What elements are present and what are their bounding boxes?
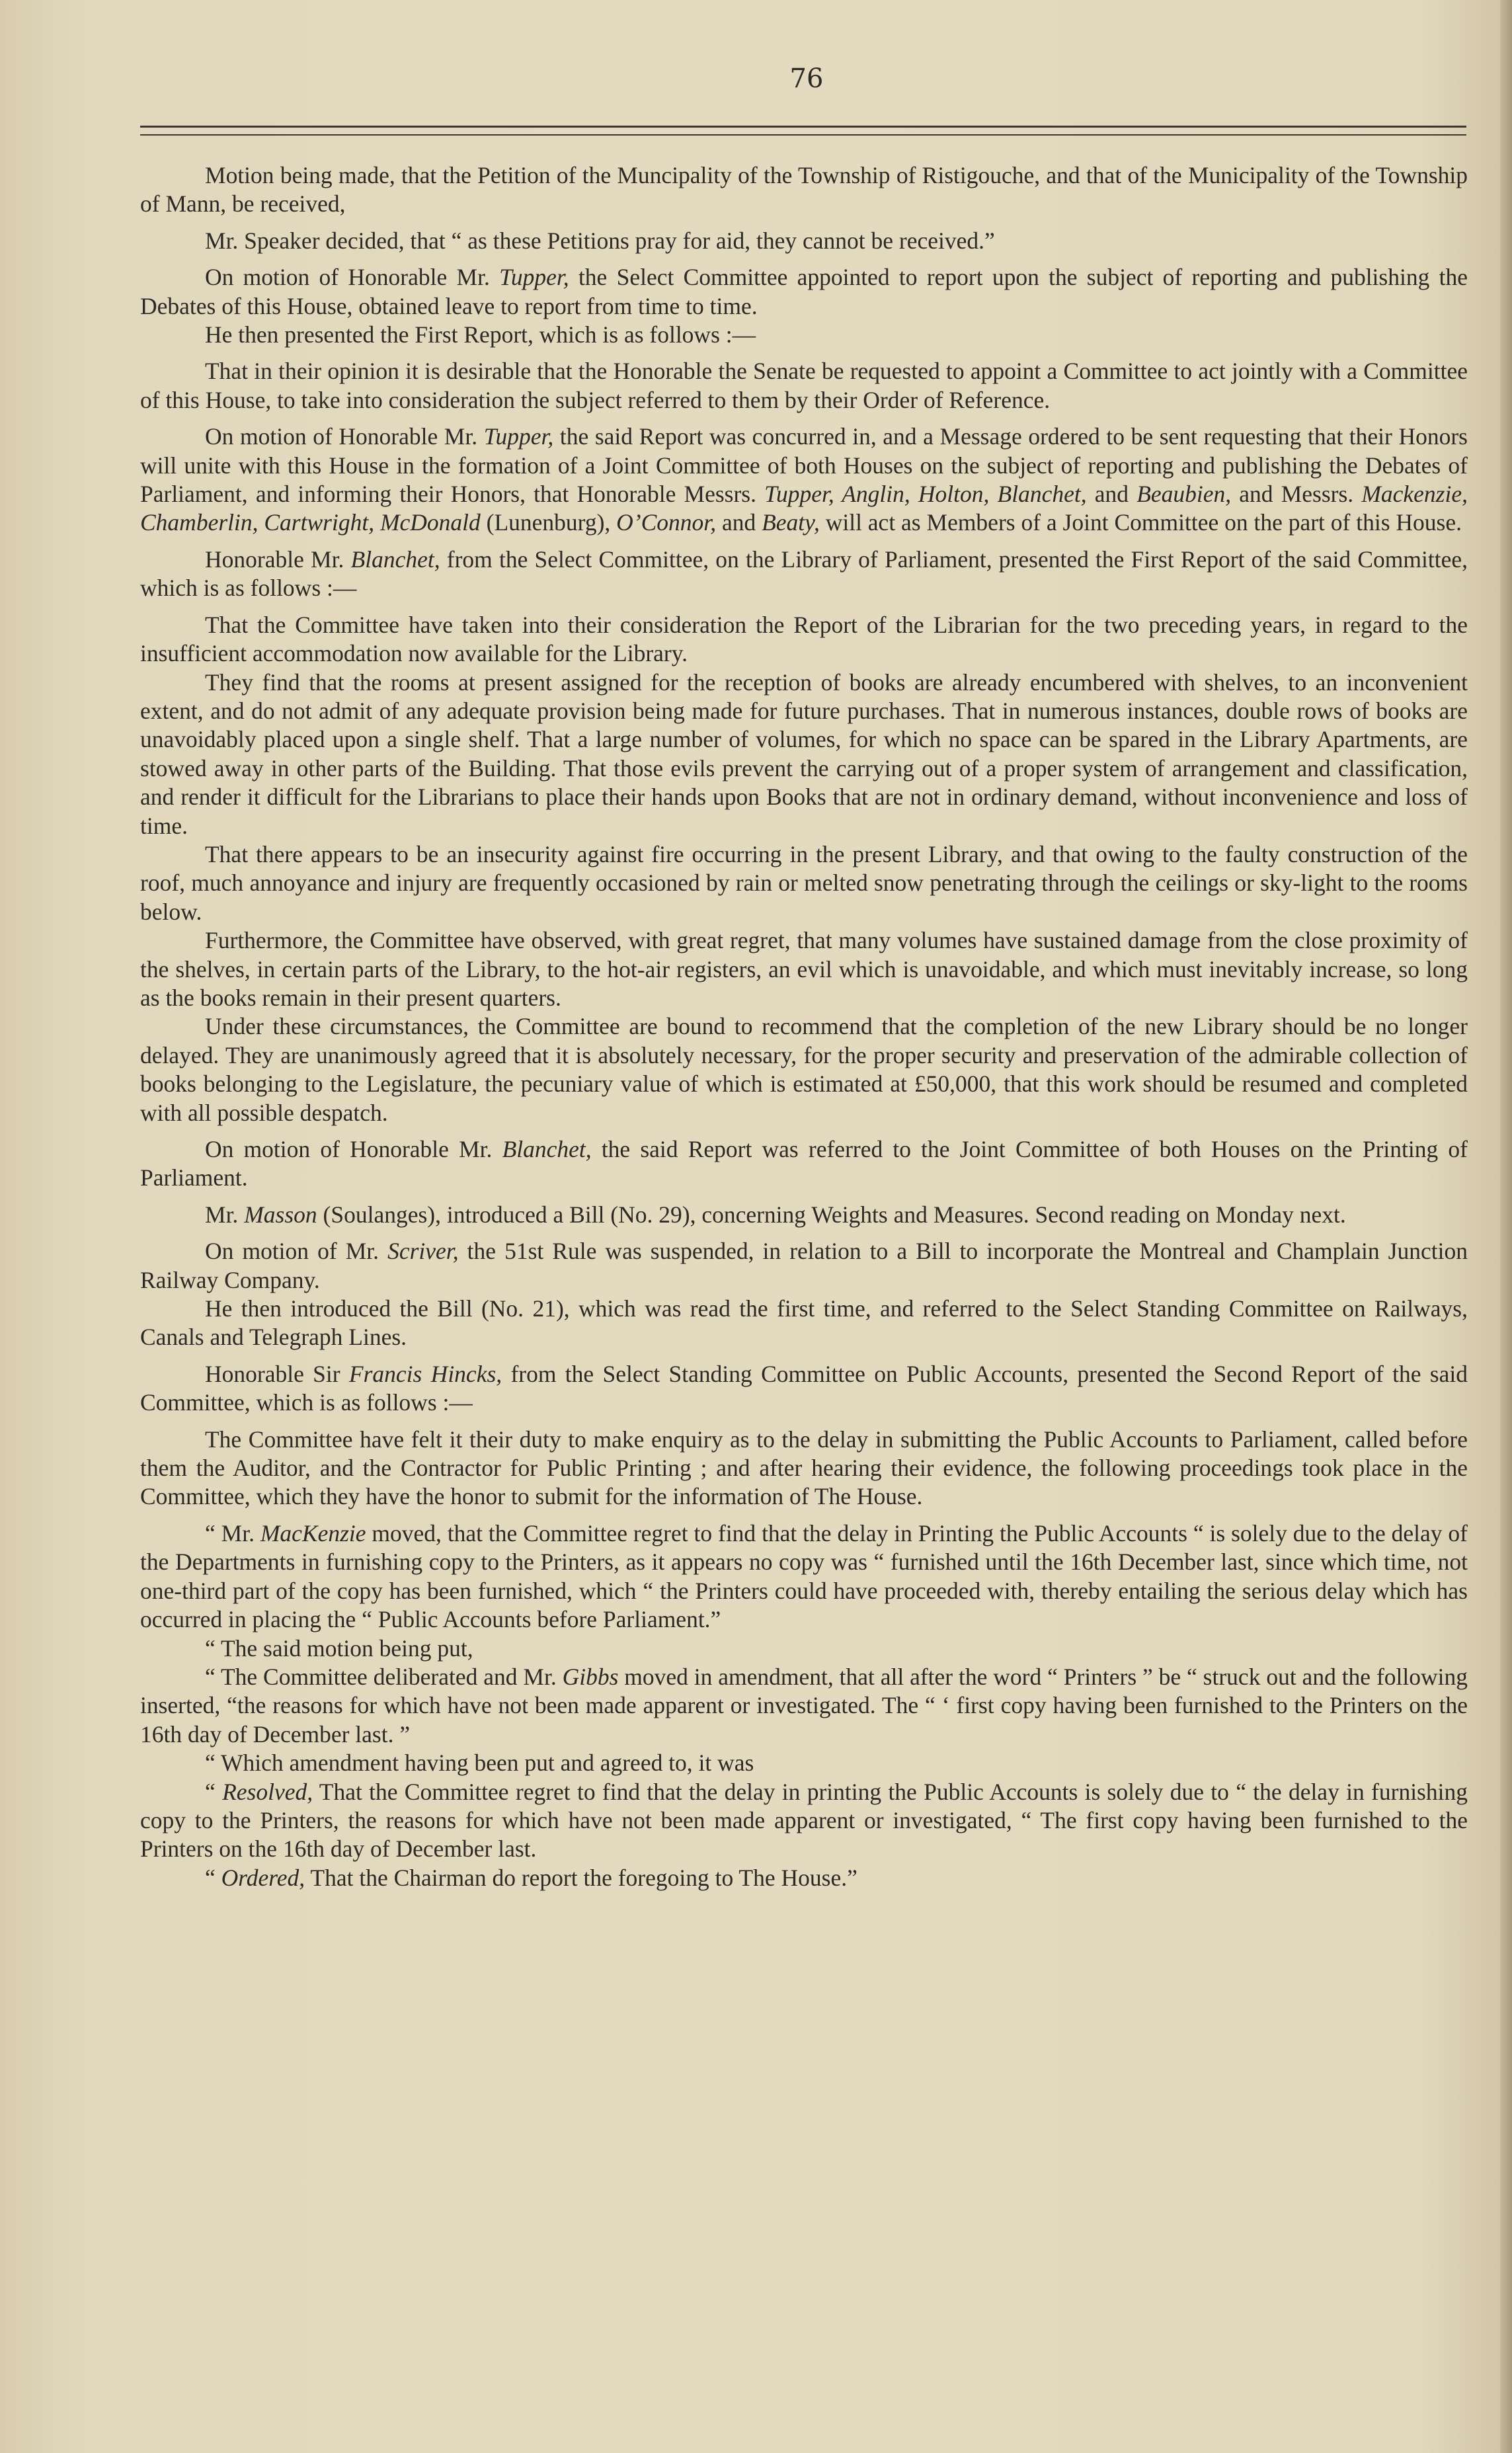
paragraph [140, 422, 1468, 538]
italic-name: Masson [244, 1201, 317, 1228]
text-run: (Soulanges), introduced a Bill (No. 29), concerning Weights and Measures. Second reading on Monday next. [317, 1201, 1346, 1228]
text-run: Honorable Mr. [205, 545, 351, 573]
italic-name: Mackenzie, Chamberlin, Cartwright, McDonald [140, 481, 1468, 536]
text-run: from the Select Standing Committee on Public Accounts, presented the Second Report of the said Committee, which is as follows :— [140, 1360, 1468, 1416]
paragraph: He then presented the First Report, which is as follows :— [205, 321, 756, 348]
italic-name: Tupper, [499, 264, 569, 291]
text-run: “ [205, 1864, 221, 1891]
paragraph: He then introduced the Bill (No. 21), which was read the first time, and referred to the Select Standing Committee on Railways, Canals and Telegraph Lines. [140, 1295, 1468, 1351]
page-number: 76 [789, 63, 824, 94]
italic-name: Tupper, Anglin, Holton, Blanchet, [764, 481, 1087, 508]
italic-name: Beaubien, [1136, 481, 1232, 508]
paragraph [140, 1201, 1468, 1229]
text-run: On motion of Honorable Mr. [205, 423, 484, 450]
italic-name: O’Connor, [616, 509, 717, 536]
paragraph: Mr. Speaker decided, that “ as these Petitions pray for aid, they cannot be received.” [205, 227, 995, 254]
text-run: and [1086, 481, 1137, 508]
italic-name: MacKenzie [260, 1519, 366, 1547]
italic-name: Blanchet, [502, 1136, 592, 1162]
text-run: from the Select Committee, on the Library of Parliament, presented the First Report of the said Committee, which is as follows :— [140, 545, 1468, 602]
text-run: the 51st Rule was suspended, in relation to a Bill to incorporate the Montreal and Champlain Junction Railway Company. [140, 1238, 1468, 1293]
page-edge [1500, 0, 1512, 2453]
text-run: “ Mr. [205, 1519, 260, 1547]
italic-name: Scriver, [387, 1238, 459, 1265]
paragraph [140, 1519, 1468, 1634]
text-run: Honorable Sir [205, 1360, 349, 1387]
journal-text [140, 161, 1468, 1892]
text-run: moved in amendment, that all after the word “ Printers ” be “ struck out and the following inserted, “the reasons for which have not been made apparent or investigated. The “ ‘ first copy having been furnished to the Printers on the 16th day of December last. ” [140, 1663, 1468, 1748]
italic-name: Francis Hincks, [348, 1360, 502, 1387]
paragraph [140, 1360, 1468, 1418]
paragraph: Under these circumstances, the Committee are bound to recommend that the completion of the new Library should be no longer delayed. They are unanimously agreed that it is absolutely necessary, for the proper security and preservation of the admirable collection of books belonging to the Legislature, the pecuniary value of which is estimated at £50,000, that this work should be resumed and completed with all possible despatch. [140, 1013, 1468, 1126]
text-run: “ [205, 1778, 223, 1805]
text-run: the Select Committee appointed to report upon the subject of reporting and publishing the Debates of this House, obtained leave to report from time to time. [140, 264, 1468, 319]
paragraph: That the Committee have taken into their consideration the Report of the Librarian for the two preceding years, in regard to the insufficient accommodation now available for the Library. [140, 611, 1468, 667]
text-run: On motion of Mr. [205, 1238, 388, 1265]
paragraph: Motion being made, that the Petition of the Muncipality of the Township of Ristigouche, and that of the Municipality of the Township of Mann, be received, [140, 162, 1468, 218]
paragraph: They find that the rooms at present assigned for the reception of books are already encumbered with shelves, to an inconvenient extent, and do not admit of any adequate provision being made for future purchases. That in numerous instances, double rows of books are unavoidably placed upon a single shelf. That a large number of volumes, for which no space can be spared in the Library Apartments, are stowed away in other parts of the Building. That those evils prevent the carrying out of a proper system of arrangement and classification, and render it difficult for the Librarians to place their hands upon Books that are not in ordinary demand, without inconvenience and loss of time. [140, 668, 1468, 839]
italic-name: Gibbs [562, 1663, 619, 1690]
text-run: Mr. [205, 1201, 245, 1228]
italic-name: Resolved, [222, 1778, 313, 1805]
paragraph [140, 1864, 1468, 1892]
paragraph: Furthermore, the Committee have observed, with great regret, that many volumes have sustained damage from the close proximity of the shelves, in certain parts of the Library, to the hot-air registers, an evil which is unavoidable, and which must inevitably increase, so long as the books remain in their present quarters. [140, 927, 1468, 1011]
paragraph: That in their opinion it is desirable that the Honorable the Senate be requested to appoint a Committee to act jointly with a Committee of this House, to take into consideration the subject referred to them by their Order of Reference. [140, 358, 1468, 413]
paragraph: “ Which amendment having been put and agreed to, it was [205, 1749, 754, 1777]
paragraph [140, 263, 1468, 321]
text-run: will act as Members of a Joint Committee on the part of this House. [819, 509, 1462, 536]
text-run: the said Report was referred to the Joint Committee of both Houses on the Printing of Parliament. [140, 1136, 1468, 1191]
text-run: (Lunenburg), [480, 509, 617, 536]
italic-name: Blanchet, [350, 545, 440, 573]
text-run: On motion of Honorable Mr. [205, 1136, 502, 1162]
italic-name: Tupper, [483, 423, 554, 450]
paragraph [140, 1135, 1468, 1193]
text-run: and Messrs. [1231, 481, 1362, 508]
paragraph [140, 1663, 1468, 1749]
italic-name: Beaty, [762, 509, 820, 536]
text-run: That the Committee regret to find that the delay in printing the Public Accounts is solely due to “ the delay in furnishing copy to the Printers, the reasons for which have not been made apparent or investigated, “ The first copy having been furnished to the Printers on the 16th day of December last. [140, 1778, 1468, 1863]
header-rule [140, 126, 1466, 128]
paragraph [140, 545, 1468, 603]
text-run: and [716, 509, 762, 536]
paragraph [140, 1237, 1468, 1295]
paragraph: “ The said motion being put, [205, 1634, 473, 1662]
text-run: the said Report was concurred in, and a Message ordered to be sent requesting that their Honors will unite with this House in the formation of a Joint Committee of both Houses on the subject of reporting and publishing the Debates of Parliament, and informing their Honors, that Honorable Messrs. [140, 423, 1468, 508]
paragraph: That there appears to be an insecurity against fire occurring in the present Library, and that owing to the faulty construction of the roof, much annoyance and injury are frequently occasioned by rain or melted snow penetrating through the ceilings or sky-light to the rooms below. [140, 840, 1468, 925]
paragraph [140, 1778, 1468, 1864]
paragraph: The Committee have felt it their duty to make enquiry as to the delay in submitting the Public Accounts to Parliament, called before them the Auditor, and the Contractor for Public Printing ; and after hearing their evidence, the following proceedings took place in the Committee, which they have the honor to submit for the information of The House. [140, 1426, 1468, 1510]
text-run: That the Chairman do report the foregoing to The House.” [305, 1864, 857, 1891]
text-run: “ The Committee deliberated and Mr. [205, 1663, 563, 1690]
header-rule-thin [140, 134, 1466, 136]
text-run: moved, that the Committee regret to find that the delay in Printing the Public Accounts “ is solely due to the delay of the Departments in furnishing copy to the Printers, as it appears no copy was “ furnished until the 16th December last, since which time, not one-third part of the copy has been furnished, which “ the Printers could have proceeded with, thereby entailing the serious delay which has occurred in placing the “ Public Accounts before Parliament.” [140, 1519, 1468, 1633]
italic-name: Ordered, [221, 1864, 305, 1891]
text-run: On motion of Honorable Mr. [205, 264, 500, 291]
